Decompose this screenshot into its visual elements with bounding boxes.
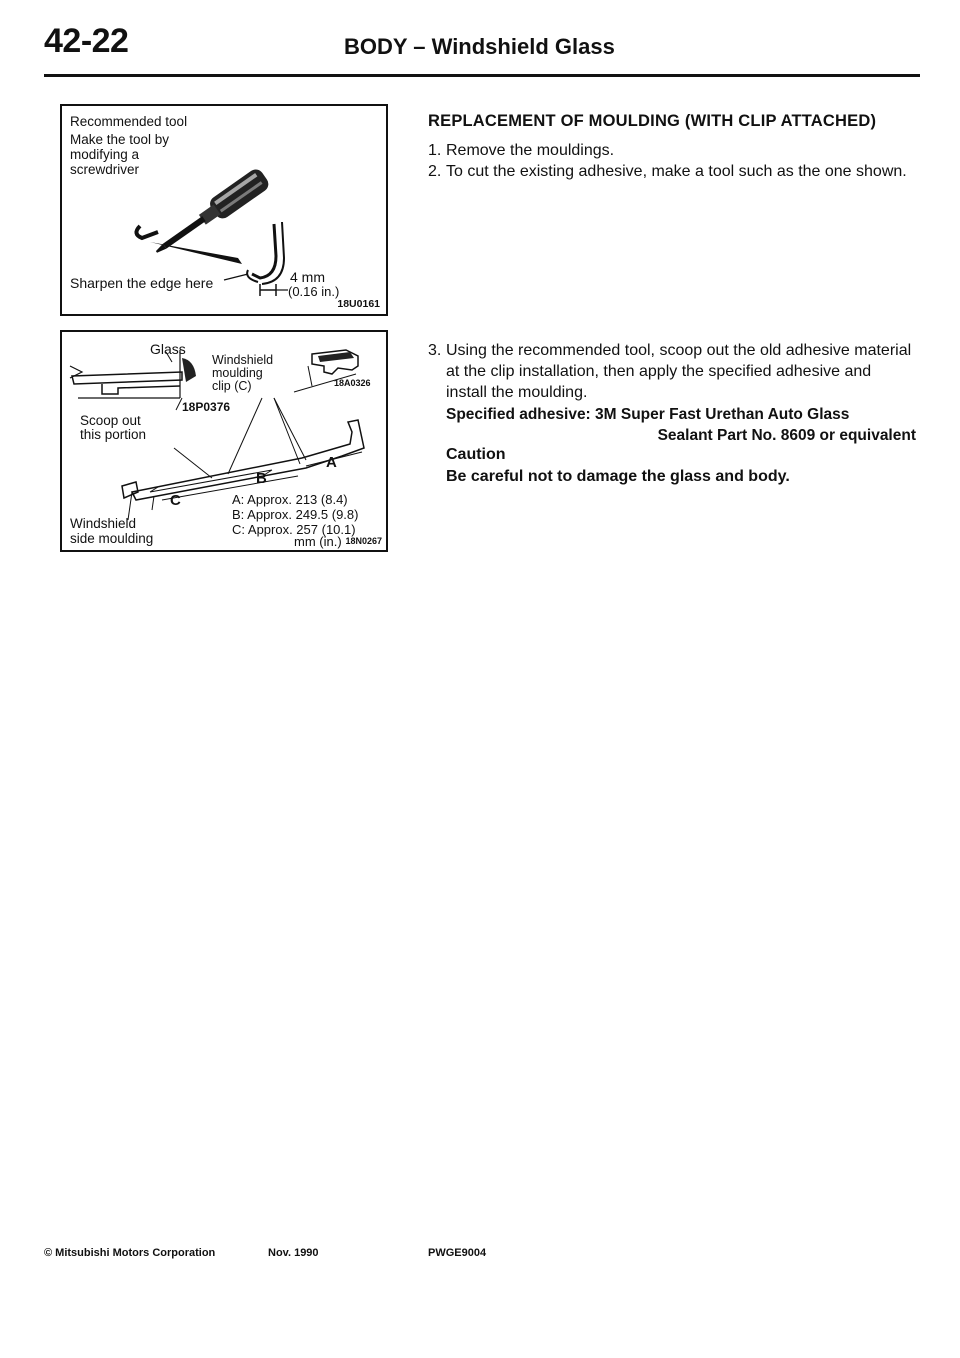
step-number: 3. xyxy=(428,342,442,359)
step-number: 2. xyxy=(428,163,442,180)
label-side-moulding: Windshield side moulding xyxy=(70,516,154,546)
label-sharpen-edge: Sharpen the edge here xyxy=(70,275,214,291)
footer-date: Nov. 1990 xyxy=(268,1247,319,1259)
dimension-letter-b: B xyxy=(256,470,267,487)
page-title: BODY – Windshield Glass xyxy=(344,34,615,59)
label-glass: Glass xyxy=(150,341,186,357)
clip-code: 18A0326 xyxy=(334,378,371,388)
footer-code: PWGE9004 xyxy=(428,1247,487,1259)
caution-text: Be careful not to damage the glass and body. xyxy=(446,468,790,485)
figure-recommended-tool xyxy=(60,104,388,316)
caution-title: Caution xyxy=(446,446,506,463)
step-text: Using the recommended tool, scoop out the old adhesive material at the clip installation, then apply the specified adhesive and install the moulding. xyxy=(446,342,912,401)
page-number: 42-22 xyxy=(44,22,129,60)
specified-adhesive xyxy=(446,404,916,446)
label-make-tool: Make the tool by modifying a screwdriver xyxy=(70,132,170,177)
label-dimension-in: (0.16 in.) xyxy=(288,284,340,299)
section-heading: REPLACEMENT OF MOULDING (WITH CLIP ATTACHED) xyxy=(428,112,877,130)
step-number: 1. xyxy=(428,142,442,159)
label-recommended-tool: Recommended tool xyxy=(70,114,188,129)
footer-copyright: © Mitsubishi Motors Corporation xyxy=(44,1247,216,1259)
dimension-units: mm (in.) xyxy=(294,534,342,549)
spec-line-2: Sealant Part No. 8609 or equivalent xyxy=(657,427,916,444)
figure-code: 18U0161 xyxy=(337,298,380,310)
dimension-values: A: Approx. 213 (8.4) B: Approx. 249.5 (9.8) C: Approx. 257 (10.1) xyxy=(232,492,359,537)
section-code: 18P0376 xyxy=(182,400,231,414)
spec-line-1: Specified adhesive: 3M Super Fast Urethan Auto Glass xyxy=(446,406,850,423)
figure-moulding-clip xyxy=(60,330,388,552)
label-scoop-out: Scoop out this portion xyxy=(80,413,147,442)
dimension-letter-a: A xyxy=(326,454,337,471)
label-dimension-mm: 4 mm xyxy=(290,269,325,285)
step-text: To cut the existing adhesive, make a tool such as the one shown. xyxy=(446,163,907,180)
step-text: Remove the mouldings. xyxy=(446,142,615,159)
header-divider xyxy=(44,74,920,77)
dimension-letter-c: C xyxy=(170,492,181,509)
label-moulding-clip: Windshield moulding clip (C) xyxy=(212,353,274,393)
figure-code: 18N0267 xyxy=(345,536,382,546)
